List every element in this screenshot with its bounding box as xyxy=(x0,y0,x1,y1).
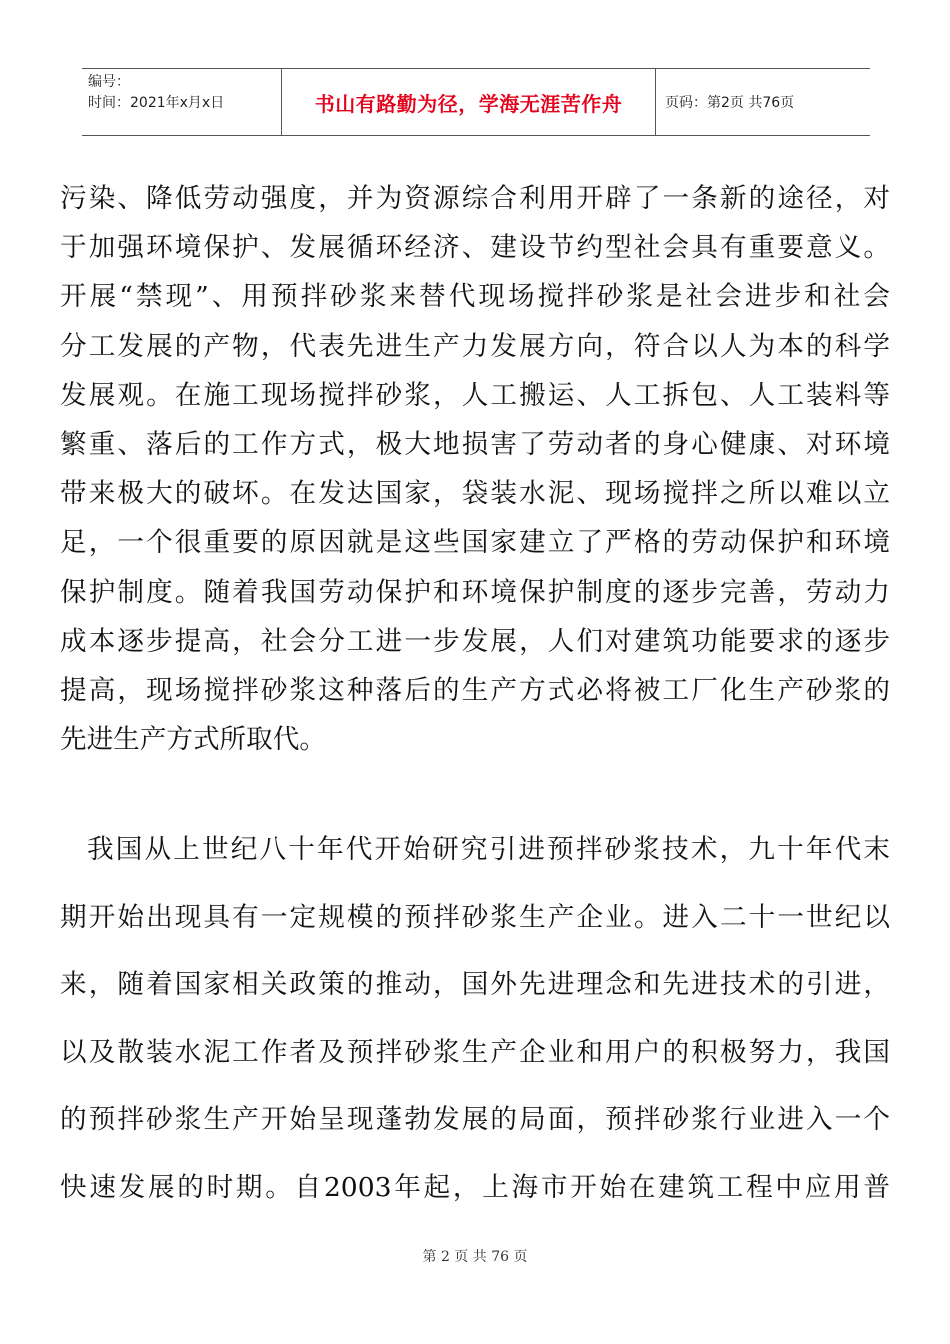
text-line: 成本逐步提高，社会分工进一步发展，人们对建筑功能要求的逐步 xyxy=(60,625,890,657)
text-line: 分工发展的产物，代表先进生产力发展方向，符合以人为本的科学 xyxy=(60,330,890,362)
header-meta xyxy=(82,69,282,135)
text-line: 繁重、落后的工作方式，极大地损害了劳动者的身心健康、对环境 xyxy=(60,429,890,461)
text-line: 来，随着国家相关政策的推动，国外先进理念和先进技术的引进， xyxy=(60,969,890,1000)
time-label: 时间：2021年x月x日 xyxy=(88,95,225,111)
text-line: 我国从上世纪八十年代开始研究引进预拌砂浆技术，九十年代末 xyxy=(87,834,890,865)
text-line: 发展观。在施工现场搅拌砂浆，人工搬运、人工拆包、人工装料等 xyxy=(60,379,890,411)
text-line: 期开始出现具有一定规模的预拌砂浆生产企业。进入二十一世纪以 xyxy=(60,901,890,933)
serial-number-label: 编号： xyxy=(88,74,130,90)
text-line: 带来极大的破坏。在发达国家，袋装水泥、现场搅拌之所以难以立 xyxy=(60,478,890,510)
text-line: 保护制度。随着我国劳动保护和环境保护制度的逐步完善，劳动力 xyxy=(60,576,890,608)
header-page-cell xyxy=(656,69,870,135)
text-line: 快速发展的时期。自2003年起，上海市开始在建筑工程中应用普 xyxy=(60,1171,890,1203)
header-motto-cell xyxy=(282,69,656,135)
header-motto: 书山有路勤为径，学海无涯苦作舟 xyxy=(314,91,623,116)
text-line: 开展“禁现”、用预拌砂浆来替代现场搅拌砂浆是社会进步和社会 xyxy=(60,281,890,313)
text-line: 足，一个很重要的原因就是这些国家建立了严格的劳动保护和环境 xyxy=(60,527,890,559)
paragraph-1 xyxy=(60,174,890,764)
text-line: 的预拌砂浆生产开始呈现蓬勃发展的局面，预拌砂浆行业进入一个 xyxy=(60,1104,890,1135)
header-page-info: 页码：第2页 共76页 xyxy=(665,95,795,111)
page-header xyxy=(82,68,870,136)
page-footer: 第 2 页 共 76 页 xyxy=(422,1249,528,1265)
paragraph-2 xyxy=(60,816,890,1221)
text-line: 以及散装水泥工作者及预拌砂浆生产企业和用户的积极努力，我国 xyxy=(60,1036,890,1068)
text-line: 于加强环境保护、发展循环经济、建设节约型社会具有重要意义。 xyxy=(60,232,890,264)
text-line: 提高，现场搅拌砂浆这种落后的生产方式必将被工厂化生产砂浆的 xyxy=(60,675,890,707)
text-line: 先进生产方式所取代。 xyxy=(60,724,326,756)
text-line: 污染、降低劳动强度，并为资源综合利用开辟了一条新的途径，对 xyxy=(60,183,890,214)
